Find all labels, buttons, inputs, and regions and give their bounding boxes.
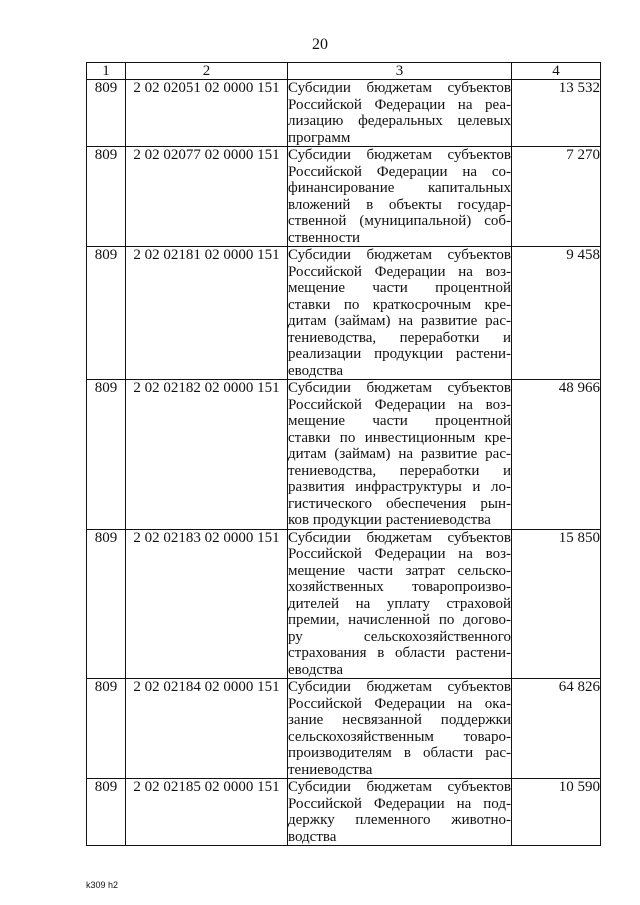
description-line: Российской Федерации на под- bbox=[288, 795, 511, 812]
amount-cell: 10 590 bbox=[512, 779, 601, 846]
description-line: программ bbox=[288, 129, 351, 146]
description-line: водства bbox=[288, 828, 337, 845]
table-row bbox=[87, 147, 601, 247]
description-line: мещение части затрат сельско- bbox=[288, 562, 511, 579]
description-line: Российской Федерации на ока- bbox=[288, 695, 511, 712]
description-line: производителям в области рас- bbox=[288, 745, 511, 761]
description-line: ственной (муниципальной) соб- bbox=[288, 213, 511, 229]
description-line: ру сельскохозяйственного bbox=[288, 628, 511, 645]
admin-code-cell: 809 bbox=[87, 779, 126, 846]
description-line: ков продукции растениеводства bbox=[288, 512, 491, 528]
description-line: ставки по инвестиционным кре- bbox=[288, 429, 511, 446]
description-line: еводства bbox=[288, 661, 344, 678]
description-line: гистического обеспечения рын- bbox=[288, 495, 511, 512]
description-line: Российской Федерации на воз- bbox=[288, 263, 511, 280]
description-line: хозяйственных товаропроизво- bbox=[288, 579, 511, 595]
description-cell bbox=[288, 147, 512, 247]
description-cell bbox=[288, 380, 512, 530]
budget-classification-code-cell: 2 02 02185 02 0000 151 bbox=[126, 779, 288, 846]
admin-code-cell: 809 bbox=[87, 679, 126, 779]
description-line: дитам (займам) на развитие рас- bbox=[288, 313, 511, 329]
footer-document-code: k309 h2 bbox=[86, 880, 119, 890]
description-line: Субсидии бюджетам субъектов bbox=[288, 80, 511, 96]
description-line: сельскохозяйственным товаро- bbox=[288, 728, 511, 745]
description-line: тениеводства bbox=[288, 761, 373, 778]
column-header-description: 3 bbox=[288, 63, 512, 80]
table-header-row bbox=[87, 63, 601, 80]
description-cell bbox=[288, 679, 512, 779]
description-cell bbox=[288, 529, 512, 679]
description-line: мещение части процентной bbox=[288, 413, 511, 429]
page-number: 20 bbox=[312, 36, 328, 53]
admin-code-cell: 809 bbox=[87, 380, 126, 530]
amount-cell: 13 532 bbox=[512, 80, 601, 147]
table-row bbox=[87, 247, 601, 380]
table-row bbox=[87, 80, 601, 147]
description-line: ственности bbox=[288, 229, 361, 246]
table-row bbox=[87, 529, 601, 679]
table-row bbox=[87, 779, 601, 846]
description-line: Российской Федерации на реа- bbox=[288, 96, 511, 113]
column-header-amount: 4 bbox=[512, 63, 601, 80]
description-line: держку племенного животно- bbox=[288, 812, 511, 828]
budget-classification-code-cell: 2 02 02184 02 0000 151 bbox=[126, 679, 288, 779]
description-line: премии, начисленной по догово- bbox=[288, 612, 511, 628]
budget-classification-code-cell: 2 02 02182 02 0000 151 bbox=[126, 380, 288, 530]
admin-code-cell: 809 bbox=[87, 247, 126, 380]
description-line: ставки по краткосрочным кре- bbox=[288, 296, 511, 313]
description-line: страхования в области растени- bbox=[288, 645, 511, 661]
description-line: реализации продукции растени- bbox=[288, 346, 511, 362]
budget-classification-code-cell: 2 02 02051 02 0000 151 bbox=[126, 80, 288, 147]
table-body bbox=[87, 80, 601, 846]
description-line: дителей на уплату страховой bbox=[288, 595, 511, 612]
budget-table bbox=[86, 62, 601, 846]
description-line: лизацию федеральных целевых bbox=[288, 113, 511, 129]
description-line: еводства bbox=[288, 362, 344, 379]
description-line: Субсидии бюджетам субъектов bbox=[288, 679, 511, 695]
amount-cell: 7 270 bbox=[512, 147, 601, 247]
description-line: Российской Федерации на воз- bbox=[288, 396, 511, 413]
budget-classification-code-cell: 2 02 02181 02 0000 151 bbox=[126, 247, 288, 380]
description-line: дитам (займам) на развитие рас- bbox=[288, 446, 511, 462]
amount-cell: 9 458 bbox=[512, 247, 601, 380]
description-line: вложений в объекты государ- bbox=[288, 196, 511, 213]
description-line: Российской Федерации на воз- bbox=[288, 546, 511, 562]
amount-cell: 48 966 bbox=[512, 380, 601, 530]
table-row bbox=[87, 679, 601, 779]
column-header-code: 2 bbox=[126, 63, 288, 80]
admin-code-cell: 809 bbox=[87, 80, 126, 147]
description-line: зание несвязанной поддержки bbox=[288, 712, 511, 728]
description-line: Субсидии бюджетам субъектов bbox=[288, 147, 511, 163]
description-line: Субсидии бюджетам субъектов bbox=[288, 529, 511, 546]
description-cell bbox=[288, 80, 512, 147]
column-header-admin: 1 bbox=[87, 63, 126, 80]
budget-classification-code-cell: 2 02 02077 02 0000 151 bbox=[126, 147, 288, 247]
description-line: Субсидии бюджетам субъектов bbox=[288, 380, 511, 396]
amount-cell: 15 850 bbox=[512, 529, 601, 679]
amount-cell: 64 826 bbox=[512, 679, 601, 779]
description-line: финансирование капитальных bbox=[288, 180, 511, 196]
admin-code-cell: 809 bbox=[87, 529, 126, 679]
description-cell bbox=[288, 247, 512, 380]
description-cell bbox=[288, 779, 512, 846]
description-line: Субсидии бюджетам субъектов bbox=[288, 779, 511, 795]
description-line: Субсидии бюджетам субъектов bbox=[288, 247, 511, 263]
budget-classification-code-cell: 2 02 02183 02 0000 151 bbox=[126, 529, 288, 679]
description-line: тениеводства, переработки и bbox=[288, 462, 511, 479]
table-row bbox=[87, 380, 601, 530]
description-line: Российской Федерации на со- bbox=[288, 163, 511, 180]
description-line: мещение части процентной bbox=[288, 280, 511, 296]
description-line: развития инфраструктуры и ло- bbox=[288, 479, 511, 495]
admin-code-cell: 809 bbox=[87, 147, 126, 247]
description-line: тениеводства, переработки и bbox=[288, 329, 511, 346]
